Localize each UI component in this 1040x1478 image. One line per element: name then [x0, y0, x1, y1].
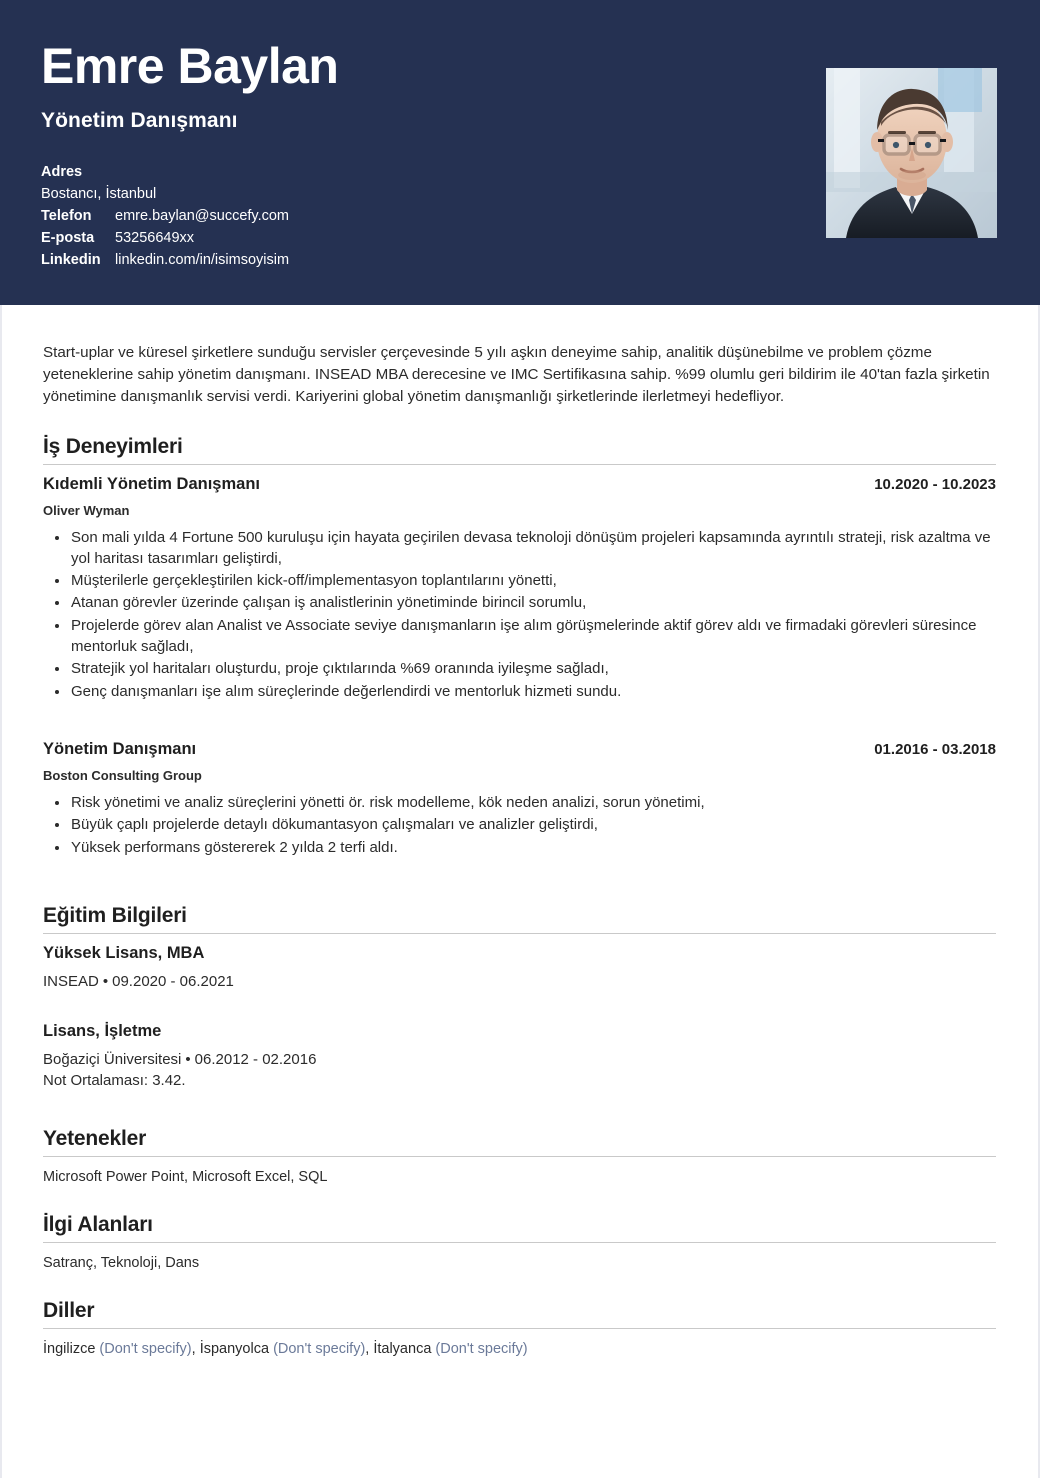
resume-body [2, 342, 1038, 1360]
experience-date: 01.2016 - 03.2018 [874, 740, 996, 758]
experience-bullets [43, 527, 996, 702]
education-degree: Yüksek Lisans, MBA [43, 943, 205, 962]
phone-label: Telefon [41, 207, 92, 224]
experience-spacer [43, 706, 996, 740]
email-value[interactable]: 53256649xx [115, 229, 195, 246]
section-education [43, 904, 996, 1091]
language-item [200, 1341, 366, 1357]
section-divider [43, 1156, 996, 1157]
education-degree: Lisans, İşletme [43, 1021, 162, 1040]
section-skills [43, 1127, 996, 1187]
resume-header [0, 0, 1040, 305]
education-separator: • [185, 1050, 191, 1068]
section-interests [43, 1213, 996, 1273]
list-item: Müşterilerle gerçekleştirilen kick-off/implementasyon toplantılarını yönetti, [71, 570, 996, 591]
experience-entry-head [43, 475, 996, 494]
education-gpa: Not Ortalaması: 3.42. [43, 1071, 186, 1089]
address-value: Bostancı, İstanbul [41, 185, 157, 202]
list-item: Projelerde görev alan Analist ve Associate seviye danışmanların işe alım görüşmelerinde aktif görev aldı ve firmadaki görevleri süresince mentorluk sağladı, [71, 615, 996, 658]
experience-company: Oliver Wyman [43, 502, 130, 518]
language-name: İspanyolca [199, 1341, 270, 1358]
language-level: (Don't specify) [99, 1341, 192, 1358]
experience-company: Boston Consulting Group [43, 767, 202, 783]
linkedin-value[interactable]: linkedin.com/in/isimsoyisim [115, 251, 290, 268]
language-item [43, 1341, 192, 1357]
address-label: Adres [41, 163, 83, 180]
section-title-languages: Diller [43, 1299, 95, 1323]
section-divider [43, 933, 996, 934]
section-divider [43, 1328, 996, 1329]
education-entry [43, 944, 996, 992]
experience-role: Kıdemli Yönetim Danışmanı [43, 474, 260, 493]
list-item: Genç danışmanları işe alım süreçlerinde değerlendirdi ve mentorluk hizmeti sundu. [71, 681, 996, 702]
interests-value: Satranç, Teknoloji, Dans [43, 1255, 200, 1272]
list-item: Yüksek performans göstererek 2 yılda 2 terfi aldı. [71, 837, 996, 858]
summary-paragraph: Start-uplar ve küresel şirketlere sunduğu servisler çerçevesinde 5 yılı aşkın deneyime sahip, analitik düşünebilme ve problem çözme yeteneklerine sahip yönetim danışmanı. INSEAD MBA derecesine ve IMC Sertifikasına sahip. %99 olumlu geri bildirim ile 40'tan fazla şirketin yönetimine danışmanlık servisi verdi. Kariyerini global yönetim danışmanlığı şirketlerinde ilerletmeyi hedefliyor. [43, 344, 990, 406]
education-separator: • [102, 972, 109, 990]
list-item: Atanan görevler üzerinde çalışan iş analistlerinin yönetiminde birincil sorumlu, [71, 592, 996, 613]
language-level: (Don't specify) [435, 1341, 528, 1358]
education-school: INSEAD [43, 972, 99, 990]
experience-entry [43, 740, 996, 858]
language-separator: , [365, 1341, 374, 1358]
experience-bullets [43, 792, 996, 858]
section-title-experience: İş Deneyimleri [43, 434, 183, 458]
education-date: 09.2020 - 06.2021 [112, 972, 234, 990]
list-item: Son mali yılda 4 Fortune 500 kuruluşu için hayata geçirilen devasa teknoloji dönüşüm projeleri kapsamında ayrıntılı strateji, risk azaltma ve yol haritası tasarımları geliştirdi, [71, 527, 996, 570]
experience-role: Yönetim Danışmanı [43, 739, 197, 758]
list-item: Risk yönetimi ve analiz süreçlerini yönetti ör. risk modelleme, kök neden analizi, sorun yönetimi, [71, 792, 996, 813]
section-languages [43, 1299, 996, 1359]
experience-entry [43, 475, 996, 702]
avatar [826, 68, 997, 238]
page-title: Emre Baylan [41, 38, 339, 94]
linkedin-label: Linkedin [41, 251, 101, 268]
experience-entry-head [43, 740, 996, 759]
language-separator: , [191, 1341, 200, 1358]
education-date: 06.2012 - 02.2016 [194, 1050, 317, 1068]
education-meta [43, 1049, 996, 1070]
list-item: Stratejik yol haritaları oluşturdu, proje çıktılarında %69 oranında iyileşme sağladı, [71, 658, 996, 679]
section-divider [43, 464, 996, 465]
languages-value [43, 1339, 996, 1359]
language-item [373, 1341, 527, 1357]
section-title-skills: Yetenekler [43, 1126, 147, 1150]
section-title-interests: İlgi Alanları [43, 1213, 153, 1237]
experience-date: 10.2020 - 10.2023 [874, 475, 996, 493]
education-entry [43, 1022, 996, 1091]
phone-value[interactable]: emre.baylan@succefy.com [115, 207, 290, 224]
portrait-photo-icon [826, 68, 997, 238]
skills-value: Microsoft Power Point, Microsoft Excel, SQL [43, 1168, 328, 1185]
education-meta [43, 971, 996, 992]
section-divider [43, 1242, 996, 1243]
section-experience [43, 435, 996, 858]
language-level: (Don't specify) [273, 1341, 366, 1358]
section-title-education: Eğitim Bilgileri [43, 903, 187, 927]
email-label: E-posta [41, 229, 95, 246]
list-item: Büyük çaplı projelerde detaylı dökumantasyon çalışmaları ve analizler geliştirdi, [71, 814, 996, 835]
education-school: Boğaziçi Üniversitesi [43, 1050, 182, 1068]
header-job-title: Yönetim Danışmanı [41, 108, 238, 132]
language-name: İngilizce [43, 1341, 96, 1358]
contact-linkedin-row [41, 249, 998, 271]
language-name: İtalyanca [373, 1341, 432, 1358]
